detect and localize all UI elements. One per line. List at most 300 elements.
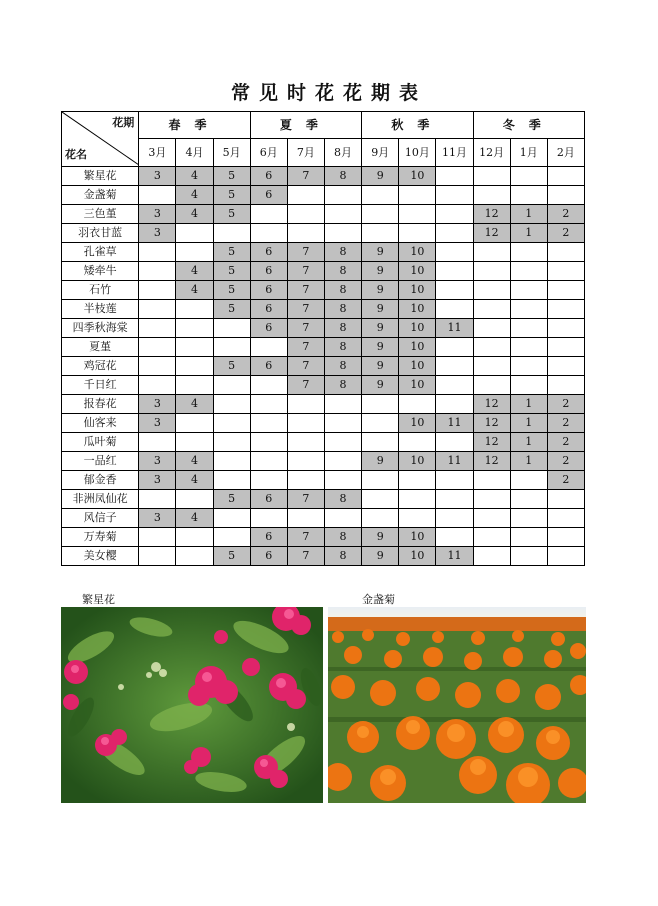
bloom-cell (399, 509, 436, 528)
month-header-cell: 2月 (547, 139, 584, 167)
flower-name-cell: 万寿菊 (62, 528, 139, 547)
bloom-cell: 3 (139, 395, 176, 414)
bloom-cell: 7 (287, 243, 324, 262)
bloom-cell: 3 (139, 167, 176, 186)
flower-name-cell: 半枝莲 (62, 300, 139, 319)
bloom-cell (176, 433, 213, 452)
bloom-cell (176, 338, 213, 357)
bloom-cell: 10 (399, 281, 436, 300)
bloom-cell: 3 (139, 414, 176, 433)
bloom-cell: 7 (287, 547, 324, 566)
bloom-period-table (61, 111, 585, 566)
bloom-cell (176, 414, 213, 433)
bloom-cell (473, 338, 510, 357)
bloom-cell (547, 262, 584, 281)
bloom-cell: 1 (510, 395, 547, 414)
bloom-cell (324, 471, 361, 490)
bloom-cell: 2 (547, 205, 584, 224)
bloom-cell (250, 395, 287, 414)
bloom-cell (324, 414, 361, 433)
table-row (62, 509, 585, 528)
bloom-cell (362, 414, 399, 433)
flower-name-cell: 四季秋海棠 (62, 319, 139, 338)
bloom-cell (399, 186, 436, 205)
bloom-cell (324, 186, 361, 205)
bloom-cell (250, 471, 287, 490)
bloom-cell: 3 (139, 205, 176, 224)
bloom-cell (362, 186, 399, 205)
bloom-cell (362, 471, 399, 490)
table-row (62, 471, 585, 490)
bloom-cell (436, 490, 473, 509)
bloom-cell: 8 (324, 281, 361, 300)
bloom-cell (436, 433, 473, 452)
bloom-cell: 4 (176, 205, 213, 224)
bloom-cell (547, 167, 584, 186)
bloom-cell: 4 (176, 281, 213, 300)
bloom-cell: 2 (547, 395, 584, 414)
bloom-cell: 9 (362, 547, 399, 566)
bloom-cell: 3 (139, 224, 176, 243)
bloom-cell (510, 471, 547, 490)
month-header-cell: 12月 (473, 139, 510, 167)
bloom-cell (399, 433, 436, 452)
bloom-cell: 8 (324, 376, 361, 395)
bloom-cell (287, 433, 324, 452)
flower-name-cell: 郁金香 (62, 471, 139, 490)
bloom-cell: 11 (436, 414, 473, 433)
bloom-cell (473, 528, 510, 547)
bloom-cell: 6 (250, 528, 287, 547)
bloom-cell: 3 (139, 471, 176, 490)
bloom-cell (250, 376, 287, 395)
pentas-flower-photo (61, 607, 323, 803)
bloom-cell (213, 433, 250, 452)
bloom-cell (510, 262, 547, 281)
bloom-cell: 9 (362, 338, 399, 357)
table-row (62, 376, 585, 395)
flower-name-cell: 风信子 (62, 509, 139, 528)
bloom-cell: 5 (213, 547, 250, 566)
bloom-cell (362, 490, 399, 509)
bloom-cell (139, 186, 176, 205)
bloom-cell (436, 395, 473, 414)
bloom-cell (510, 281, 547, 300)
bloom-cell (324, 224, 361, 243)
bloom-cell: 9 (362, 167, 399, 186)
bloom-cell (473, 281, 510, 300)
table-row (62, 205, 585, 224)
bloom-cell (436, 528, 473, 547)
bloom-cell (324, 205, 361, 224)
bloom-cell (362, 509, 399, 528)
bloom-cell: 5 (213, 167, 250, 186)
flower-name-cell: 三色堇 (62, 205, 139, 224)
flower-name-cell: 孔雀草 (62, 243, 139, 262)
bloom-cell (139, 262, 176, 281)
bloom-cell (287, 224, 324, 243)
bloom-cell (139, 319, 176, 338)
bloom-cell (213, 414, 250, 433)
bloom-cell (473, 357, 510, 376)
bloom-cell (436, 471, 473, 490)
bloom-cell (362, 205, 399, 224)
season-winter: 冬季 (473, 112, 584, 139)
bloom-cell (510, 186, 547, 205)
bloom-cell: 10 (399, 338, 436, 357)
bloom-cell (324, 452, 361, 471)
bloom-cell (547, 376, 584, 395)
bloom-cell (250, 452, 287, 471)
bloom-cell (436, 224, 473, 243)
bloom-cell (510, 243, 547, 262)
bloom-cell: 4 (176, 471, 213, 490)
bloom-cell: 6 (250, 281, 287, 300)
bloom-cell (436, 262, 473, 281)
bloom-cell (139, 433, 176, 452)
bloom-cell: 11 (436, 452, 473, 471)
bloom-cell (287, 186, 324, 205)
bloom-cell (436, 205, 473, 224)
month-header-cell: 5月 (213, 139, 250, 167)
bloom-cell: 1 (510, 414, 547, 433)
bloom-cell (139, 376, 176, 395)
flower-name-cell: 石竹 (62, 281, 139, 300)
bloom-cell: 5 (213, 243, 250, 262)
bloom-cell: 7 (287, 376, 324, 395)
bloom-cell: 10 (399, 167, 436, 186)
bloom-cell (547, 319, 584, 338)
bloom-cell (510, 547, 547, 566)
bloom-cell: 8 (324, 262, 361, 281)
bloom-cell (250, 433, 287, 452)
bloom-cell: 3 (139, 452, 176, 471)
month-header-cell: 3月 (139, 139, 176, 167)
corner-label-name: 花名 (65, 148, 87, 161)
bloom-cell (324, 509, 361, 528)
marigold-field-photo (328, 607, 586, 803)
bloom-cell (436, 300, 473, 319)
bloom-cell (324, 395, 361, 414)
bloom-cell (250, 205, 287, 224)
bloom-cell (324, 433, 361, 452)
bloom-cell (362, 224, 399, 243)
bloom-cell: 1 (510, 205, 547, 224)
bloom-cell (176, 224, 213, 243)
bloom-cell (510, 376, 547, 395)
bloom-cell (510, 167, 547, 186)
table-row (62, 300, 585, 319)
bloom-cell (399, 395, 436, 414)
table-row (62, 281, 585, 300)
bloom-cell (436, 376, 473, 395)
flower-name-cell: 美女樱 (62, 547, 139, 566)
flower-name-cell: 金盏菊 (62, 186, 139, 205)
flower-name-cell: 报春花 (62, 395, 139, 414)
bloom-cell: 6 (250, 357, 287, 376)
bloom-cell (547, 300, 584, 319)
bloom-cell (547, 281, 584, 300)
season-header-row (62, 112, 585, 139)
bloom-cell (139, 547, 176, 566)
bloom-cell: 4 (176, 186, 213, 205)
table-row (62, 490, 585, 509)
bloom-cell (213, 224, 250, 243)
bloom-cell (547, 186, 584, 205)
bloom-cell (510, 319, 547, 338)
bloom-cell (176, 490, 213, 509)
bloom-cell: 5 (213, 490, 250, 509)
bloom-cell (139, 357, 176, 376)
bloom-cell: 8 (324, 490, 361, 509)
bloom-cell: 6 (250, 547, 287, 566)
bloom-cell (510, 490, 547, 509)
bloom-cell: 9 (362, 376, 399, 395)
bloom-cell (176, 319, 213, 338)
bloom-cell: 4 (176, 395, 213, 414)
bloom-cell (213, 509, 250, 528)
bloom-cell (213, 528, 250, 547)
bloom-cell (473, 471, 510, 490)
bloom-cell: 6 (250, 243, 287, 262)
bloom-cell (176, 300, 213, 319)
bloom-cell: 6 (250, 300, 287, 319)
month-header-cell: 1月 (510, 139, 547, 167)
bloom-cell (139, 528, 176, 547)
bloom-cell: 12 (473, 433, 510, 452)
bloom-cell: 7 (287, 167, 324, 186)
table-row (62, 186, 585, 205)
bloom-cell (547, 509, 584, 528)
bloom-cell: 8 (324, 357, 361, 376)
bloom-cell: 3 (139, 509, 176, 528)
bloom-cell: 12 (473, 414, 510, 433)
bloom-cell: 9 (362, 243, 399, 262)
bloom-cell: 7 (287, 262, 324, 281)
bloom-cell (213, 338, 250, 357)
bloom-cell: 9 (362, 528, 399, 547)
bloom-cell (250, 509, 287, 528)
bloom-cell: 10 (399, 414, 436, 433)
month-header-cell: 7月 (287, 139, 324, 167)
bloom-cell: 5 (213, 281, 250, 300)
bloom-cell (213, 395, 250, 414)
bloom-cell (510, 300, 547, 319)
month-header-row (62, 139, 585, 167)
flower-name-cell: 非洲凤仙花 (62, 490, 139, 509)
table-row (62, 338, 585, 357)
bloom-cell (399, 224, 436, 243)
bloom-cell: 8 (324, 243, 361, 262)
flower-name-cell: 繁星花 (62, 167, 139, 186)
table-row (62, 414, 585, 433)
bloom-cell: 8 (324, 167, 361, 186)
table-row (62, 243, 585, 262)
bloom-cell (287, 452, 324, 471)
bloom-cell: 6 (250, 319, 287, 338)
bloom-cell: 11 (436, 319, 473, 338)
bloom-cell (436, 243, 473, 262)
bloom-cell: 10 (399, 300, 436, 319)
bloom-cell: 2 (547, 224, 584, 243)
flower-name-cell: 一品红 (62, 452, 139, 471)
bloom-cell: 8 (324, 528, 361, 547)
bloom-cell: 10 (399, 262, 436, 281)
bloom-cell (547, 547, 584, 566)
bloom-cell (473, 243, 510, 262)
bloom-cell: 12 (473, 224, 510, 243)
bloom-cell: 12 (473, 395, 510, 414)
bloom-cell: 10 (399, 528, 436, 547)
bloom-cell: 6 (250, 167, 287, 186)
page-title: 常见时花花期表 (230, 82, 427, 104)
bloom-cell (287, 395, 324, 414)
bloom-cell: 1 (510, 433, 547, 452)
bloom-cell: 8 (324, 338, 361, 357)
bloom-cell: 8 (324, 300, 361, 319)
bloom-cell: 8 (324, 319, 361, 338)
bloom-cell: 12 (473, 452, 510, 471)
bloom-cell (547, 490, 584, 509)
bloom-cell (510, 528, 547, 547)
bloom-cell: 1 (510, 452, 547, 471)
bloom-cell (473, 186, 510, 205)
flower-name-cell: 矮牵牛 (62, 262, 139, 281)
bloom-cell: 4 (176, 262, 213, 281)
bloom-cell: 5 (213, 186, 250, 205)
flower-name-cell: 千日红 (62, 376, 139, 395)
bloom-cell (473, 167, 510, 186)
photo-caption-2: 金盏菊 (362, 593, 395, 606)
bloom-cell: 7 (287, 528, 324, 547)
bloom-cell (213, 471, 250, 490)
bloom-cell: 6 (250, 186, 287, 205)
bloom-cell: 10 (399, 376, 436, 395)
bloom-cell: 2 (547, 433, 584, 452)
bloom-cell (176, 243, 213, 262)
season-summer: 夏季 (250, 112, 361, 139)
table-row (62, 319, 585, 338)
bloom-cell: 10 (399, 319, 436, 338)
bloom-cell (287, 509, 324, 528)
bloom-cell (436, 167, 473, 186)
month-header-cell: 10月 (399, 139, 436, 167)
bloom-cell: 6 (250, 262, 287, 281)
flower-name-cell: 夏堇 (62, 338, 139, 357)
bloom-cell: 8 (324, 547, 361, 566)
bloom-cell: 1 (510, 224, 547, 243)
bloom-cell: 7 (287, 319, 324, 338)
flower-name-cell: 仙客来 (62, 414, 139, 433)
bloom-cell (436, 281, 473, 300)
month-header-cell: 6月 (250, 139, 287, 167)
bloom-cell: 7 (287, 300, 324, 319)
month-header-cell: 11月 (436, 139, 473, 167)
bloom-cell (213, 452, 250, 471)
bloom-cell (213, 376, 250, 395)
bloom-cell (287, 205, 324, 224)
photo-caption-1: 繁星花 (82, 593, 115, 606)
bloom-cell (176, 357, 213, 376)
bloom-cell (473, 319, 510, 338)
bloom-cell (473, 547, 510, 566)
bloom-cell (436, 357, 473, 376)
bloom-cell (176, 376, 213, 395)
bloom-cell: 6 (250, 490, 287, 509)
bloom-cell: 9 (362, 262, 399, 281)
bloom-cell (473, 509, 510, 528)
bloom-cell (436, 509, 473, 528)
table-row (62, 452, 585, 471)
bloom-cell: 10 (399, 357, 436, 376)
bloom-cell: 12 (473, 205, 510, 224)
bloom-cell (213, 319, 250, 338)
table-row (62, 262, 585, 281)
bloom-cell (510, 509, 547, 528)
bloom-cell (250, 224, 287, 243)
table-row (62, 357, 585, 376)
bloom-cell (436, 338, 473, 357)
bloom-cell (399, 490, 436, 509)
bloom-cell (399, 205, 436, 224)
bloom-cell (287, 414, 324, 433)
bloom-cell: 10 (399, 452, 436, 471)
bloom-cell (139, 281, 176, 300)
bloom-cell: 7 (287, 490, 324, 509)
bloom-cell (139, 300, 176, 319)
bloom-cell: 7 (287, 357, 324, 376)
bloom-cell: 9 (362, 452, 399, 471)
bloom-cell: 7 (287, 281, 324, 300)
month-header-cell: 9月 (362, 139, 399, 167)
bloom-cell: 9 (362, 357, 399, 376)
bloom-cell (176, 547, 213, 566)
bloom-cell: 5 (213, 300, 250, 319)
bloom-cell (250, 414, 287, 433)
bloom-cell: 4 (176, 509, 213, 528)
bloom-cell (176, 528, 213, 547)
bloom-cell: 4 (176, 167, 213, 186)
month-header-cell: 8月 (324, 139, 361, 167)
bloom-cell (362, 395, 399, 414)
flower-name-cell: 羽衣甘蓝 (62, 224, 139, 243)
bloom-cell: 2 (547, 452, 584, 471)
bloom-cell (547, 243, 584, 262)
bloom-cell: 7 (287, 338, 324, 357)
bloom-cell: 11 (436, 547, 473, 566)
table-row (62, 547, 585, 566)
bloom-cell (362, 433, 399, 452)
bloom-cell (510, 338, 547, 357)
bloom-cell: 9 (362, 281, 399, 300)
bloom-cell: 10 (399, 547, 436, 566)
bloom-cell (510, 357, 547, 376)
bloom-cell: 10 (399, 243, 436, 262)
bloom-cell (547, 338, 584, 357)
bloom-cell (547, 357, 584, 376)
flower-name-cell: 瓜叶菊 (62, 433, 139, 452)
bloom-cell (473, 300, 510, 319)
bloom-cell: 2 (547, 471, 584, 490)
bloom-cell (250, 338, 287, 357)
bloom-cell (399, 471, 436, 490)
corner-label-period: 花期 (112, 116, 135, 129)
flower-name-cell: 鸡冠花 (62, 357, 139, 376)
table-row (62, 224, 585, 243)
table-row (62, 528, 585, 547)
bloom-cell (436, 186, 473, 205)
bloom-cell: 5 (213, 357, 250, 376)
